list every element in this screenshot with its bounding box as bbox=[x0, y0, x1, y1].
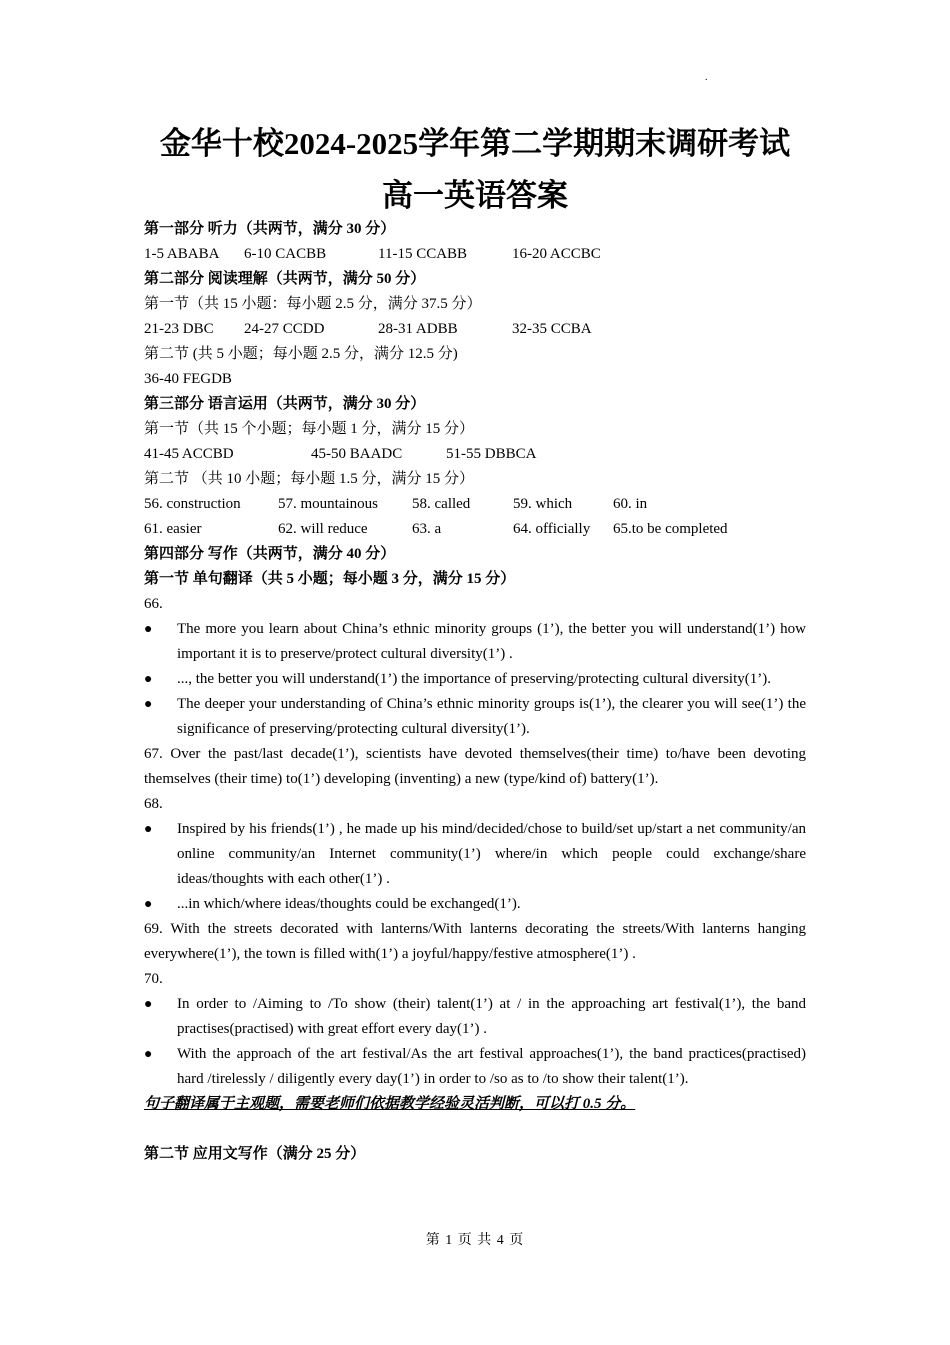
bullet-icon: ● bbox=[144, 997, 153, 1012]
fill-answer: 62. will reduce bbox=[278, 521, 368, 537]
q66-bullet bbox=[144, 617, 806, 667]
q70-bullet bbox=[144, 992, 806, 1042]
document-title: 金华十校2024-2025学年第二学期期末调研考试 bbox=[159, 126, 791, 161]
fill-answer: 61. easier bbox=[144, 521, 202, 537]
bullet-text: The more you learn about China’s ethnic minority groups (1’), the better you will understand(1’) how important it is to preserve/protect cultural diversity(1’) . bbox=[177, 621, 806, 662]
q66-bullet bbox=[144, 692, 806, 742]
q68-bullet bbox=[144, 892, 806, 917]
bullet-text: ..., the better you will understand(1’) the importance of preserving/protecting cultural diversity(1’). bbox=[177, 671, 771, 687]
fill-answer: 64. officially bbox=[513, 521, 591, 537]
answer-group: 11-15 CCABB bbox=[378, 246, 468, 262]
answer-group: 24-27 CCDD bbox=[244, 321, 325, 337]
answer-content bbox=[144, 217, 806, 1167]
answer-group: 16-20 ACCBC bbox=[512, 246, 601, 262]
part2-section2-answers: 36-40 FEGDB bbox=[144, 371, 232, 387]
answer-group: 51-55 DBBCA bbox=[446, 446, 537, 462]
q68-label: 68. bbox=[144, 796, 163, 812]
part3-section1-answers bbox=[144, 442, 806, 467]
fill-answer: 63. a bbox=[412, 521, 442, 537]
part2-heading: 第二部分 阅读理解（共两节，满分 50 分） bbox=[144, 271, 426, 287]
fill-answer: 59. which bbox=[513, 496, 573, 512]
q70-label: 70. bbox=[144, 971, 163, 987]
q69-answer: 69. With the streets decorated with lanterns/With lanterns decorating the streets/With lanterns hanging everywhere(1’), the town is filled with(1’) a joyful/happy/festive atmosphere(1’) . bbox=[144, 921, 806, 962]
part1-answers bbox=[144, 242, 806, 267]
corner-dot: . bbox=[705, 72, 708, 83]
bullet-icon: ● bbox=[144, 1047, 153, 1062]
q66-label: 66. bbox=[144, 596, 163, 612]
bullet-text: The deeper your understanding of China’s ethnic minority groups is(1’), the clearer you will see(1’) the significance of preserving/protecting cultural diversity(1’). bbox=[177, 696, 806, 737]
fill-answer: 56. construction bbox=[144, 496, 241, 512]
part2-section1-heading: 第一节（共 15 小题：每小题 2.5 分，满分 37.5 分） bbox=[144, 296, 482, 312]
part3-section2-heading: 第二节 （共 10 小题；每小题 1.5 分，满分 15 分） bbox=[144, 471, 475, 487]
bullet-icon: ● bbox=[144, 672, 153, 687]
q67-answer: 67. Over the past/last decade(1’), scientists have devoted themselves(their time) to/have been devoting themselves (their time) to(1’) developing (inventing) a new (type/kind of) battery(1’). bbox=[144, 746, 806, 787]
bullet-text: With the approach of the art festival/As the art festival approaches(1’), the band practices(practised) hard /tirelessly / diligently every day(1’) in order to /so as to /to show their talent(1’). bbox=[177, 1046, 806, 1087]
answer-group: 1-5 ABABA bbox=[144, 246, 220, 262]
fill-answer: 57. mountainous bbox=[278, 496, 378, 512]
part3-section2-row1 bbox=[144, 492, 806, 517]
answer-group: 41-45 ACCBD bbox=[144, 446, 234, 462]
answer-group: 21-23 DBC bbox=[144, 321, 214, 337]
bullet-icon: ● bbox=[144, 697, 153, 712]
part4-section2-heading: 第二节 应用文写作（满分 25 分） bbox=[144, 1146, 366, 1162]
fill-answer: 58. called bbox=[412, 496, 471, 512]
part1-heading: 第一部分 听力（共两节，满分 30 分） bbox=[144, 221, 396, 237]
page-footer: 第 1 页 共 4 页 bbox=[425, 1233, 525, 1248]
bullet-text: In order to /Aiming to /To show (their) talent(1’) at / in the approaching art festival(1’), the band practises(practised) with great effort every day(1’) . bbox=[177, 996, 806, 1037]
part4-heading: 第四部分 写作（共两节，满分 40 分） bbox=[144, 546, 396, 562]
part2-section1-answers bbox=[144, 317, 806, 342]
answer-group: 32-35 CCBA bbox=[512, 321, 592, 337]
q68-bullet bbox=[144, 817, 806, 892]
answer-group: 28-31 ADBB bbox=[378, 321, 458, 337]
answer-group: 45-50 BAADC bbox=[311, 446, 403, 462]
bullet-icon: ● bbox=[144, 622, 153, 637]
bullet-icon: ● bbox=[144, 822, 153, 837]
answer-group: 6-10 CACBB bbox=[244, 246, 327, 262]
bullet-text: Inspired by his friends(1’) , he made up his mind/decided/chose to build/set up/start a net community/an online community/an Internet community(1’) where/in which people could exchange/share ideas/thoughts with each other(1’) . bbox=[177, 821, 806, 887]
bullet-icon: ● bbox=[144, 897, 153, 912]
part2-section2-heading: 第二节 (共 5 小题；每小题 2.5 分，满分 12.5 分) bbox=[144, 346, 458, 362]
document-subtitle: 高一英语答案 bbox=[382, 178, 568, 213]
q66-bullet bbox=[144, 667, 806, 692]
q70-bullet bbox=[144, 1042, 806, 1092]
part3-section1-heading: 第一节（共 15 个小题；每小题 1 分，满分 15 分） bbox=[144, 421, 475, 437]
blank-line bbox=[144, 1117, 806, 1142]
fill-answer: 60. in bbox=[613, 496, 648, 512]
grading-note: 句子翻译属于主观题，需要老师们依据教学经验灵活判断，可以打 0.5 分。 bbox=[144, 1096, 636, 1112]
fill-answer: 65.to be completed bbox=[613, 521, 728, 537]
bullet-text: ...in which/where ideas/thoughts could be exchanged(1’). bbox=[177, 896, 521, 912]
part3-heading: 第三部分 语言运用（共两节，满分 30 分） bbox=[144, 396, 426, 412]
part3-section2-row2 bbox=[144, 517, 806, 542]
part4-section1-heading: 第一节 单句翻译（共 5 小题；每小题 3 分，满分 15 分） bbox=[144, 571, 516, 587]
